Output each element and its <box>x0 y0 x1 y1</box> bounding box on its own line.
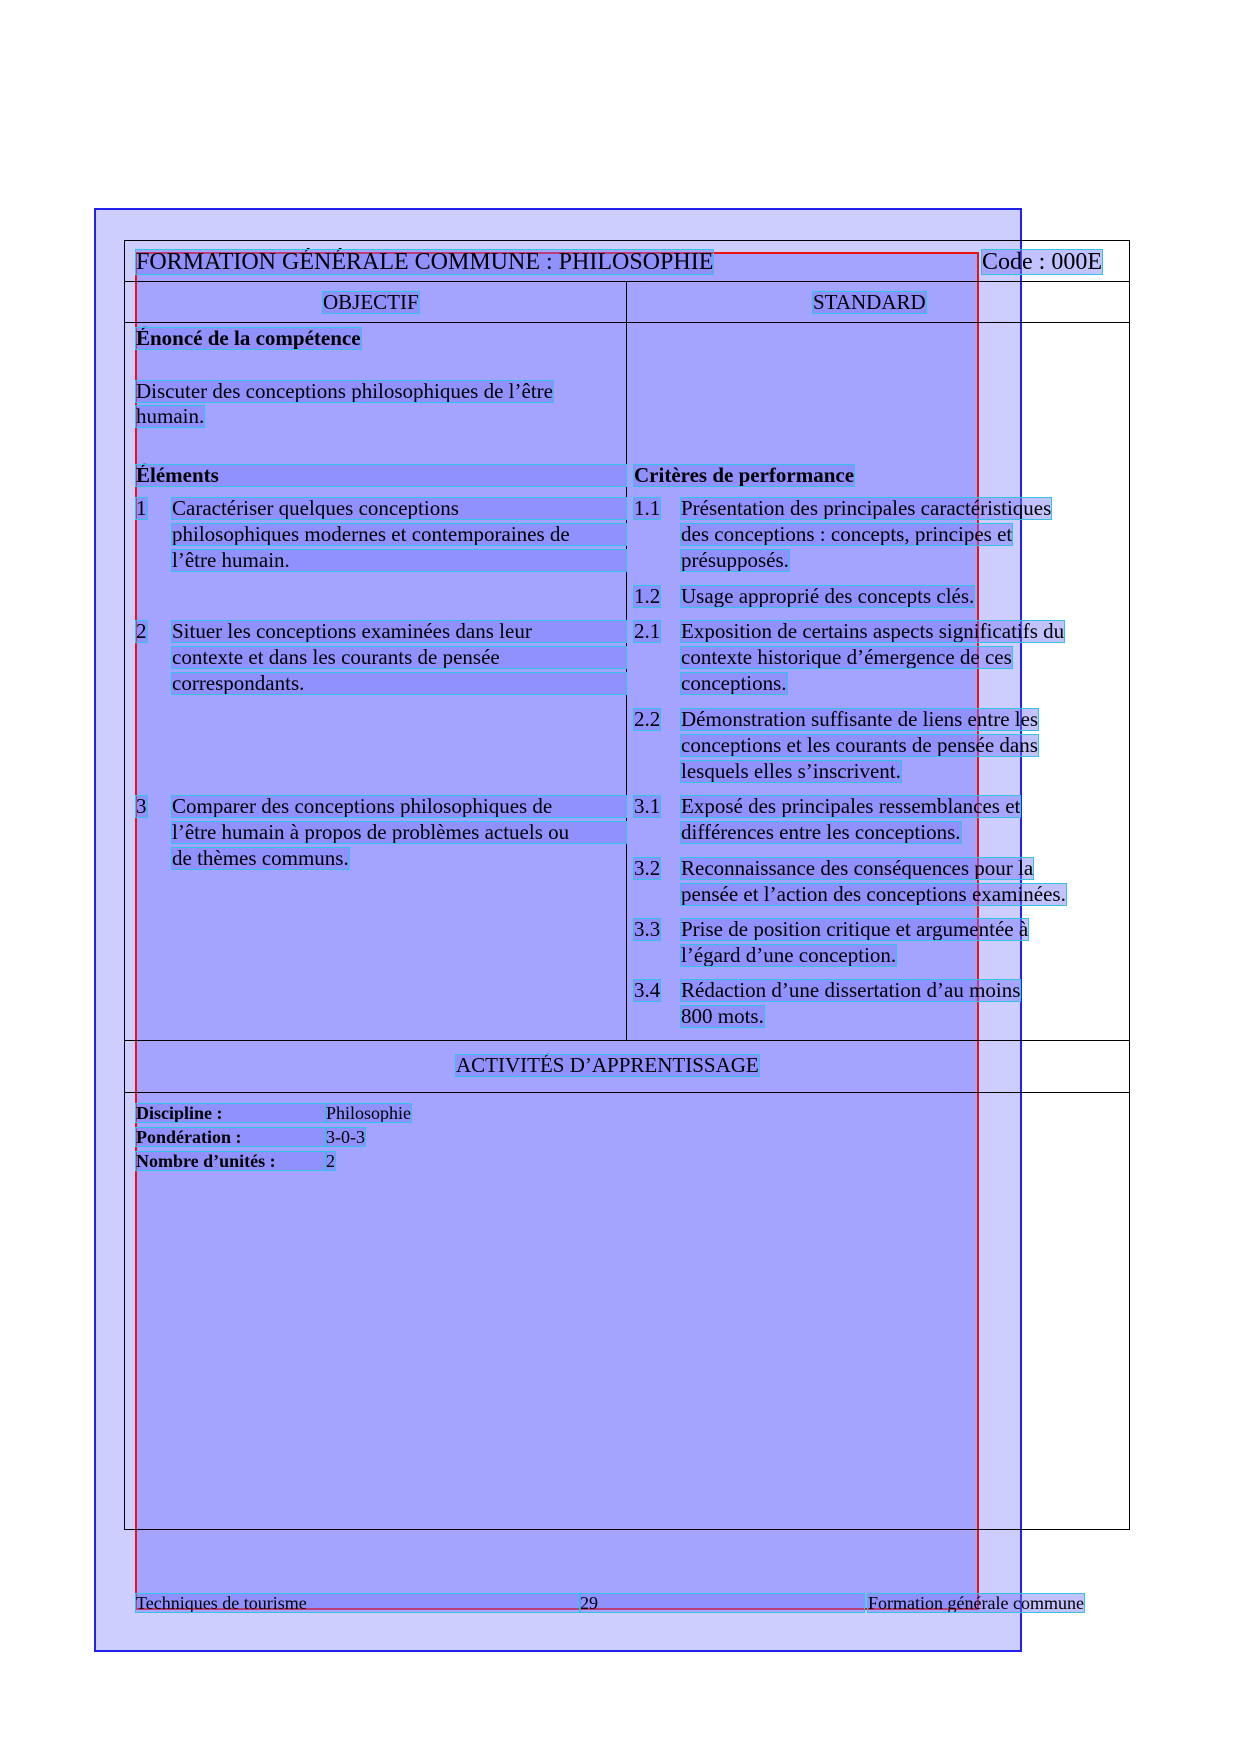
element-number: 3 <box>136 794 147 818</box>
critere-text-line: Présentation des principales caractéristiques <box>681 496 1052 520</box>
critere-text-line: des conceptions : concepts, principes et <box>681 522 1013 546</box>
page-number: 29 <box>580 1594 864 1612</box>
element-text-line: l’être humain. <box>172 550 626 571</box>
competence-text-line: humain. <box>136 404 205 428</box>
element-text-line: philosophiques modernes et contemporaines de <box>172 524 626 545</box>
divider-columns <box>124 322 1130 323</box>
critere-text-line: conceptions. <box>681 671 787 695</box>
column-divider <box>626 282 627 1041</box>
element-number: 1 <box>136 496 147 520</box>
critere-text-line: Reconnaissance des conséquences pour la <box>681 856 1034 880</box>
critere-text-line: présupposés. <box>681 548 789 572</box>
critere-number: 3.3 <box>634 917 661 941</box>
critere-text-line: Démonstration suffisante de liens entre les <box>681 707 1039 731</box>
critere-number: 3.4 <box>634 978 661 1002</box>
critere-number: 2.1 <box>634 619 661 643</box>
critere-number: 3.2 <box>634 856 661 880</box>
critere-text-line: Usage approprié des concepts clés. <box>681 584 975 608</box>
competence-text-line: Discuter des conceptions philosophiques de l’être <box>136 379 553 403</box>
element-text-line: correspondants. <box>172 673 626 694</box>
element-text-line: Caractériser quelques conceptions <box>172 498 626 519</box>
competence-label: Énoncé de la compétence <box>136 326 361 350</box>
page-title: FORMATION GÉNÉRALE COMMUNE : PHILOSOPHIE <box>136 249 714 275</box>
critere-number: 1.2 <box>634 584 661 608</box>
critere-text-line: Rédaction d’une dissertation d’au moins <box>681 978 1021 1002</box>
criteres-label: Critères de performance <box>634 463 855 487</box>
critere-text-line: Prise de position critique et argumentée à <box>681 917 1029 941</box>
column-header-standard: STANDARD <box>813 290 926 314</box>
critere-text-line: contexte historique d’émergence de ces <box>681 645 1012 669</box>
critere-text-line: Exposition de certains aspects significatifs du <box>681 619 1065 643</box>
unites-value: 2 <box>326 1151 335 1171</box>
critere-text-line: différences entre les conceptions. <box>681 820 961 844</box>
element-text-line: Comparer des conceptions philosophiques de <box>172 796 626 817</box>
divider-header <box>124 281 1130 282</box>
element-text-line: contexte et dans les courants de pensée <box>172 647 626 668</box>
critere-text-line: conceptions et les courants de pensée dans <box>681 733 1038 757</box>
element-text-line: de thèmes communs. <box>172 846 349 870</box>
discipline-label: Discipline : <box>136 1104 326 1122</box>
critere-number: 3.1 <box>634 794 661 818</box>
activities-title: ACTIVITÉS D’APPRENTISSAGE <box>456 1053 759 1077</box>
divider-activities-top <box>124 1040 1130 1041</box>
ponderation-label: Pondération : <box>136 1128 326 1146</box>
divider-activities-bottom <box>124 1092 1130 1093</box>
critere-text-line: Exposé des principales ressemblances et <box>681 794 1021 818</box>
code-label: Code : 000E <box>982 249 1102 275</box>
elements-label: Éléments <box>136 465 626 486</box>
critere-number: 1.1 <box>634 496 661 520</box>
critere-text-line: 800 mots. <box>681 1004 764 1028</box>
element-number: 2 <box>136 619 147 643</box>
critere-text-line: pensée et l’action des conceptions examinées. <box>681 882 1066 906</box>
critere-text-line: lesquels elles s’inscrivent. <box>681 759 901 783</box>
element-text-line: l’être humain à propos de problèmes actuels ou <box>172 822 626 843</box>
discipline-value: Philosophie <box>326 1103 412 1123</box>
element-text-line: Situer les conceptions examinées dans leur <box>172 621 626 642</box>
critere-text-line: l’égard d’une conception. <box>681 943 897 967</box>
footer-left: Techniques de tourisme <box>136 1594 580 1612</box>
critere-number: 2.2 <box>634 707 661 731</box>
column-header-objectif: OBJECTIF <box>323 290 419 314</box>
footer-right: Formation générale commune <box>868 1593 1084 1613</box>
unites-label: Nombre d’unités : <box>136 1152 326 1170</box>
ponderation-value: 3-0-3 <box>326 1127 365 1147</box>
